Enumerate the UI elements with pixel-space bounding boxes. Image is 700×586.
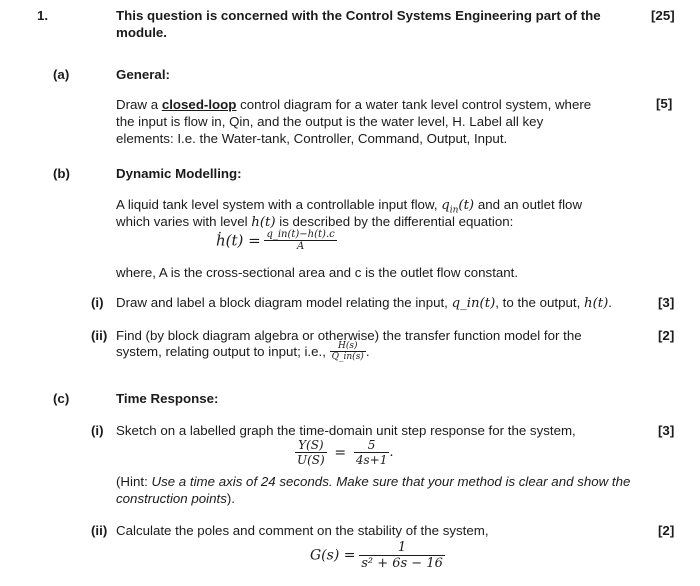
hint-text2: construction points — [116, 491, 227, 506]
poles-numerator: 1 — [359, 540, 445, 556]
hint-line1 — [116, 474, 630, 489]
deq-lhs: ḣ(t) = — [216, 231, 261, 250]
step-rhs-den: 4s+1 — [355, 453, 388, 467]
part-b-ii-marks: [2] — [658, 328, 675, 343]
closed-loop-term: closed-loop — [161, 97, 237, 112]
part-c-label: (c) — [53, 391, 70, 406]
part-b-ii-line2-pre: system, relating output to input; i.e., — [116, 344, 326, 359]
hint-text1: Use a time axis of 24 seconds. Make sure that your method is clear and show the — [151, 474, 631, 489]
poles-equation — [310, 540, 445, 571]
step-rhs-fraction — [354, 438, 389, 467]
tf-fraction — [330, 341, 366, 362]
part-c-heading: Time Response: — [116, 391, 219, 406]
part-b-i-text — [116, 295, 612, 311]
part-b-line1 — [116, 197, 582, 216]
differential-equation — [216, 229, 337, 252]
part-c-ii-text: Calculate the poles and comment on the stability of the system, — [116, 523, 489, 538]
part-b-line2 — [116, 214, 513, 230]
part-a-line1-pre: Draw a — [116, 97, 162, 112]
part-b-where: where, A is the cross-sectional area and c is the outlet flow constant. — [116, 265, 519, 280]
output-symbol: h(t) — [584, 296, 609, 311]
hint-line2 — [116, 491, 235, 506]
deq-fraction — [264, 229, 336, 252]
part-b-line2-pre: which varies with level — [116, 214, 252, 229]
qin-symbol — [441, 198, 475, 216]
deq-numerator: q_in(t)−h(t).c — [266, 229, 335, 240]
tf-numerator: H(s) — [330, 341, 366, 352]
step-rhs-num: 5 — [354, 438, 389, 453]
step-lhs-den: U(S) — [297, 453, 325, 467]
part-a-line1-post: control diagram for a water tank level control system, where — [236, 97, 592, 112]
poles-fraction — [359, 540, 445, 571]
qin-sub: in — [449, 205, 459, 216]
poles-denominator: s² + 6s − 16 — [361, 556, 443, 571]
tf-denominator: Q_in(s) — [331, 352, 364, 362]
part-a-marks: [5] — [656, 96, 673, 111]
part-b-i-label: (i) — [91, 295, 104, 310]
qin-q: q — [441, 198, 450, 213]
part-b-line1-post: and an outlet flow — [474, 197, 583, 212]
part-c-ii-marks: [2] — [658, 523, 675, 538]
deq-denominator: A — [296, 241, 305, 252]
question-intro-line2: module. — [116, 25, 167, 40]
hint-post: ). — [226, 491, 235, 506]
poles-lhs: G(s) = — [310, 547, 356, 564]
h-symbol: h(t) — [251, 215, 276, 230]
part-c-i-text: Sketch on a labelled graph the time-domain unit step response for the system, — [116, 423, 576, 438]
part-c-i-marks: [3] — [658, 423, 675, 438]
part-b-heading: Dynamic Modelling: — [116, 166, 242, 181]
question-number: 1. — [37, 8, 49, 23]
total-marks: [25] — [651, 8, 675, 23]
part-b-i-pre: Draw and label a block diagram model relating the input, — [116, 295, 452, 310]
step-end: . — [389, 445, 394, 460]
part-a-heading: General: — [116, 67, 170, 82]
part-b-ii-line2 — [116, 341, 370, 362]
input-symbol: q_in(t) — [451, 296, 496, 311]
step-equals: = — [334, 444, 347, 461]
question-intro-line1: This question is concerned with the Control Systems Engineering part of the — [116, 8, 601, 23]
part-a-label: (a) — [53, 67, 70, 82]
part-c-i-label: (i) — [91, 423, 104, 438]
hint-pre: (Hint: — [116, 474, 152, 489]
part-a-line3: elements: I.e. the Water-tank, Controller, Command, Output, Input. — [116, 131, 508, 146]
part-b-ii-line2-post: . — [365, 344, 370, 359]
part-b-i-end: . — [608, 295, 612, 310]
part-b-ii-label: (ii) — [91, 328, 108, 343]
step-lhs-fraction — [295, 438, 327, 467]
part-b-i-marks: [3] — [658, 295, 675, 310]
part-b-ii-line1: Find (by block diagram algebra or otherwise) the transfer function model for the — [116, 328, 582, 343]
step-lhs-num: Y(S) — [295, 438, 327, 453]
part-b-label: (b) — [53, 166, 70, 181]
part-c-ii-label: (ii) — [91, 523, 108, 538]
part-a-line2: the input is flow in, Qin, and the output is the water level, H. Label all key — [116, 114, 544, 129]
part-b-line2-post: is described by the differential equation: — [275, 214, 514, 229]
part-b-line1-pre: A liquid tank level system with a controllable input flow, — [116, 197, 442, 212]
part-b-i-mid: , to the output, — [495, 295, 584, 310]
step-tf-equation — [295, 438, 394, 467]
qin-arg: (t) — [458, 198, 475, 213]
part-a-line1 — [116, 97, 591, 112]
